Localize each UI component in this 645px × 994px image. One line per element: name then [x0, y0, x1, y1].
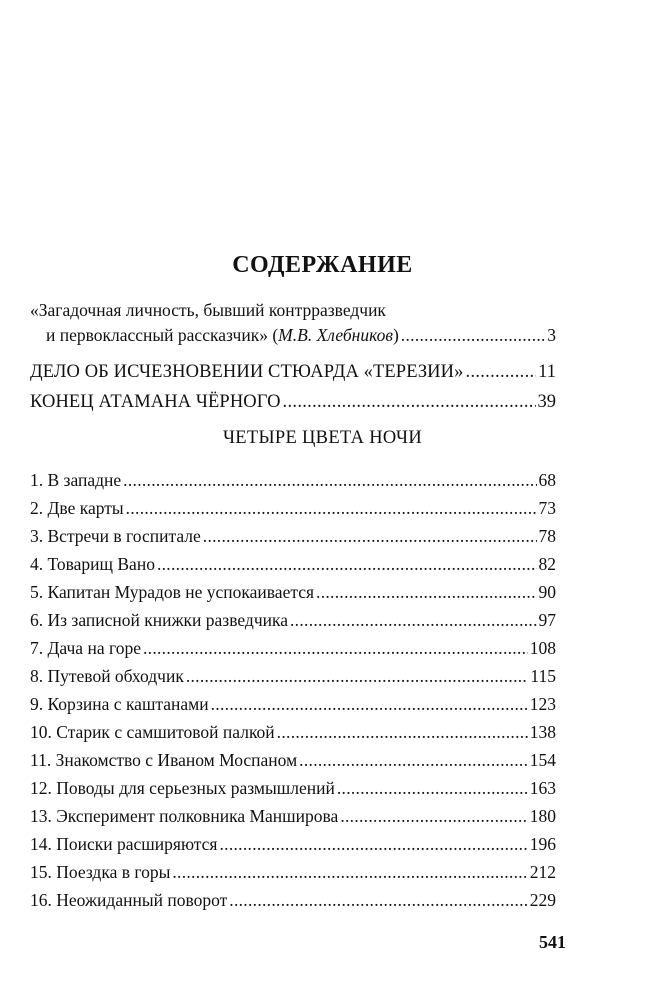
major-entry-title: ДЕЛО ОБ ИСЧЕЗНОВЕНИИ СТЮАРДА «ТЕРЕЗИИ»	[30, 362, 464, 382]
section-title: ЧЕТЫРЕ ЦВЕТА НОЧИ	[222, 428, 423, 448]
chapter-entry	[30, 470, 556, 491]
chapter-title: 5. Капитан Мурадов не успокаивается	[30, 582, 315, 602]
chapter-entry	[30, 862, 556, 883]
major-entry-page: 39	[537, 392, 556, 412]
chapter-title: 8. Путевой обходчик	[30, 666, 184, 686]
chapter-title: 13. Эксперимент полковника Манширова	[30, 806, 339, 826]
chapter-page: 154	[529, 750, 556, 770]
page-title: СОДЕРЖАНИЕ	[232, 252, 413, 278]
chapter-entry	[30, 750, 556, 771]
chapter-page: 115	[530, 666, 556, 686]
dot-leader	[219, 834, 527, 855]
chapter-page: 163	[529, 778, 556, 798]
chapter-title: 9. Корзина с каштанами	[30, 694, 209, 714]
chapter-entry	[30, 526, 556, 547]
intro-author: М.В. Хлебников	[278, 325, 393, 345]
chapter-entry	[30, 610, 556, 631]
chapter-entry	[30, 834, 556, 855]
dot-leader	[283, 392, 536, 413]
dot-leader	[277, 722, 528, 743]
chapter-page: 212	[529, 862, 556, 882]
chapter-title: 7. Дача на горе	[30, 638, 141, 658]
intro-entry	[46, 325, 556, 346]
chapter-entry	[30, 554, 556, 575]
chapter-entry	[30, 666, 556, 687]
chapter-entry	[30, 890, 556, 911]
chapter-entry	[30, 498, 556, 519]
dot-leader	[186, 666, 529, 687]
dot-leader	[126, 498, 537, 519]
dot-leader	[290, 610, 537, 631]
intro-entry-page: 3	[547, 325, 556, 345]
dot-leader	[316, 582, 536, 603]
chapter-page: 180	[529, 806, 556, 826]
chapter-title: 12. Поводы для серьезных размышлений	[30, 778, 335, 798]
chapter-entry	[30, 806, 556, 827]
chapter-title: 4. Товарищ Вано	[30, 554, 155, 574]
chapter-page: 73	[538, 498, 556, 518]
dot-leader	[401, 325, 545, 346]
chapter-page: 138	[529, 722, 556, 742]
chapter-title: 11. Знакомство с Иваном Моспаном	[30, 750, 298, 770]
chapter-page: 82	[538, 554, 556, 574]
chapter-page: 90	[538, 582, 556, 602]
major-entry	[30, 362, 556, 383]
chapter-page: 78	[538, 526, 556, 546]
major-entry-title: КОНЕЦ АТАМАНА ЧЁРНОГО	[30, 392, 281, 412]
chapter-title: 10. Старик с самшитовой палкой	[30, 722, 275, 742]
chapter-entry	[30, 778, 556, 799]
dot-leader	[229, 890, 527, 911]
dot-leader	[143, 638, 528, 659]
chapter-title: 1. В западне	[30, 470, 122, 490]
chapter-title: 15. Поездка в горы	[30, 862, 171, 882]
dot-leader	[299, 750, 528, 771]
chapter-entry	[30, 722, 556, 743]
dot-leader	[340, 806, 527, 827]
chapter-page: 108	[529, 638, 556, 658]
major-entry	[30, 392, 556, 413]
chapter-page: 68	[538, 470, 556, 490]
chapter-title: 6. Из записной книжки разведчика	[30, 610, 288, 630]
dot-leader	[157, 554, 537, 575]
chapter-title: 2. Две карты	[30, 498, 124, 518]
dot-leader	[337, 778, 528, 799]
chapter-title: 3. Встречи в госпитале	[30, 526, 201, 546]
intro-entry-title: и первоклассный рассказчик» (М.В. Хлебников)	[46, 325, 399, 345]
major-entry-page: 11	[538, 362, 556, 382]
page-number: 541	[539, 932, 566, 952]
dot-leader	[172, 862, 527, 883]
dot-leader	[203, 526, 537, 547]
dot-leader	[211, 694, 528, 715]
chapter-page: 196	[529, 834, 556, 854]
chapter-entry	[30, 638, 556, 659]
chapter-page: 97	[538, 610, 556, 630]
dot-leader	[465, 362, 536, 383]
chapter-entry	[30, 694, 556, 715]
chapter-title: 16. Неожиданный поворот	[30, 890, 228, 910]
chapter-page: 229	[529, 890, 556, 910]
chapter-page: 123	[529, 694, 556, 714]
dot-leader	[123, 470, 536, 491]
chapter-title: 14. Поиски расширяются	[30, 834, 218, 854]
chapter-entry	[30, 582, 556, 603]
intro-entry-line1: «Загадочная личность, бывший контрразведчик	[30, 300, 386, 320]
